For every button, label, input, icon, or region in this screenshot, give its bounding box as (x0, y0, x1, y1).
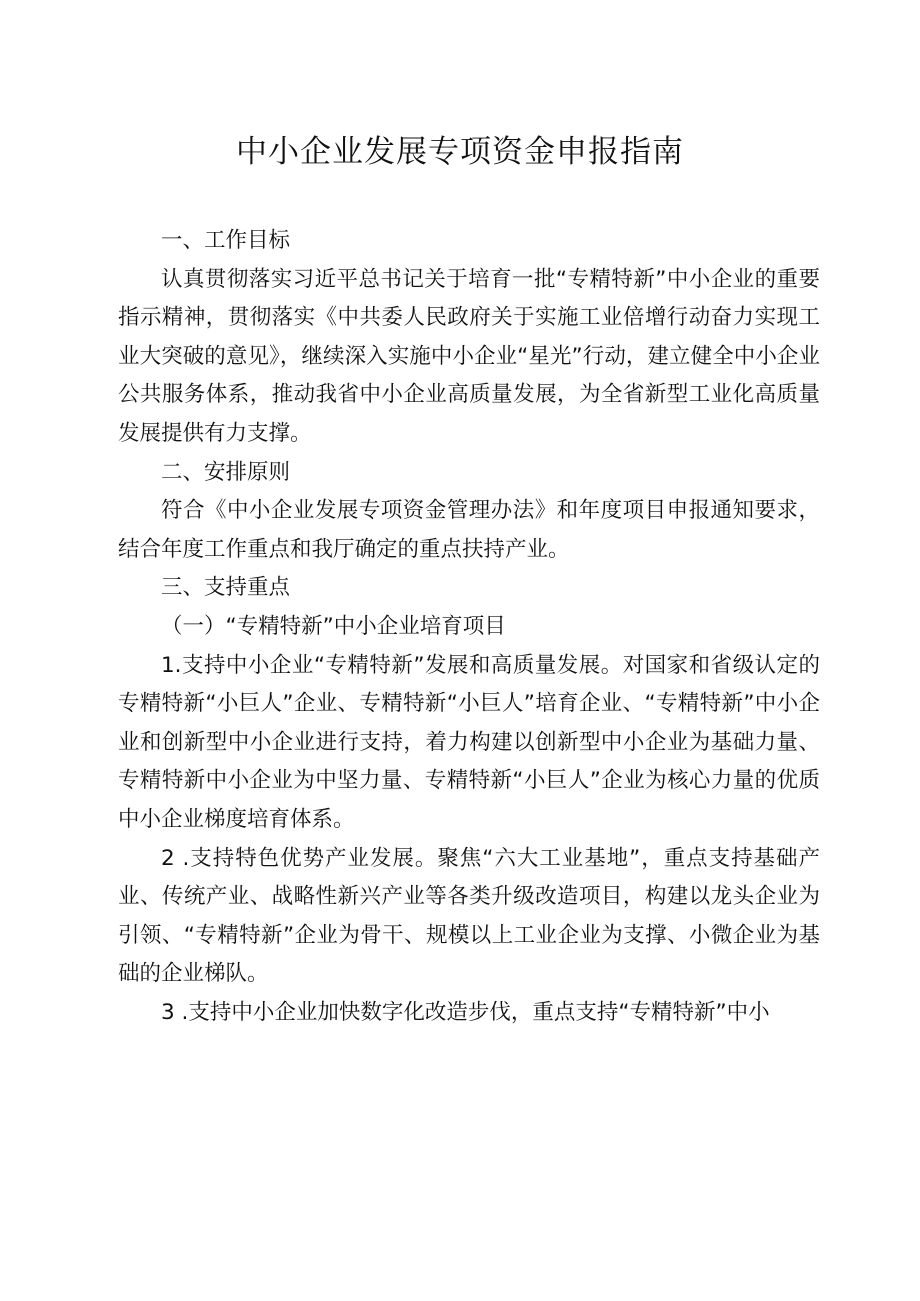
paragraph-principles: 符合《中小企业发展专项资金管理办法》和年度项目申报通知要求，结合年度工作重点和我厅确定的重点扶持产业。 (118, 498, 820, 562)
paragraph-item-1: 1.支持中小企业“专精特新”发展和高质量发展。对国家和省级认定的专精特新“小巨人”企业、专精特新“小巨人”培育企业、“专精特新”中小企业和创新型中小企业进行支持，着力构建以创新型中小企业为基础力量、专精特新中小企业为中坚力量、专精特新“小巨人”企业为核心力量的优质中小企业梯度培育体系。 (118, 652, 820, 832)
document-body (118, 222, 820, 1032)
paragraph-goals: 认真贯彻落实习近平总书记关于培育一批“专精特新”中小企业的重要指示精神，贯彻落实《中共委人民政府关于实施工业倍增行动奋力实现工业大突破的意见》，继续深入实施中小企业“星光”行动，建立健全中小企业公共服务体系，推动我省中小企业高质量发展，为全省新型工业化高质量发展提供有力支撑。 (118, 266, 820, 446)
section-heading-focus: 三、支持重点 (161, 575, 291, 601)
paragraph-item-2: 2 .支持特色优势产业发展。聚焦“六大工业基地”，重点支持基础产业、传统产业、战略性新兴产业等各类升级改造项目，构建以龙头企业为引领、“专精特新”企业为骨干、规模以上工业企业为支撑、小微企业为基础的企业梯队。 (118, 845, 820, 987)
section-heading-principles: 二、安排原则 (161, 459, 291, 485)
paragraph-item-3: 3 .支持中小企业加快数字化改造步伐，重点支持“专精特新”中小 (161, 999, 770, 1025)
subsection-heading-cultivation: （一）“专精特新”中小企业培育项目 (161, 613, 506, 639)
section-heading-goals: 一、工作目标 (161, 228, 291, 253)
document-title: 中小企业发展专项资金申报指南 (236, 134, 684, 170)
